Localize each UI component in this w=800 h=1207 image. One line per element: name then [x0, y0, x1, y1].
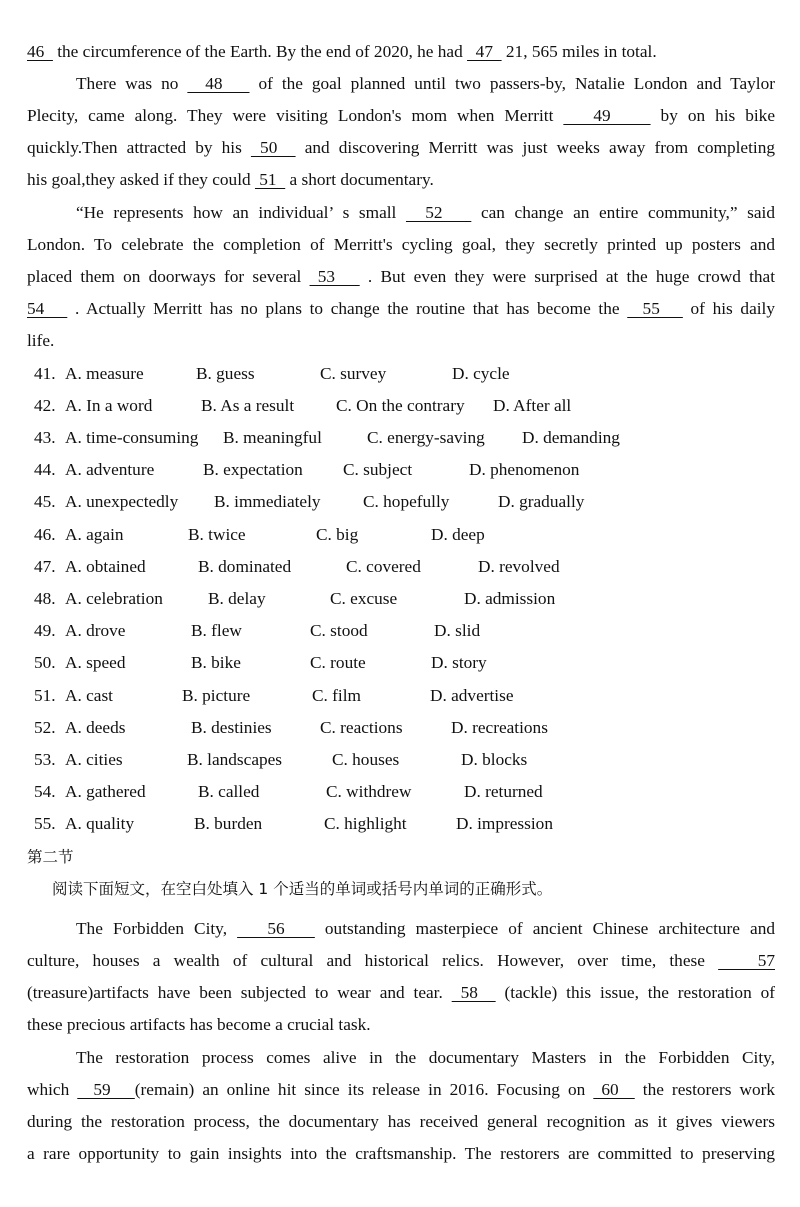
passage-text: which [27, 1080, 78, 1099]
passage-text: a rare opportunity to gain insights into the craftsmanship. The restorers are committed to preserving [27, 1144, 775, 1163]
passage-line [76, 918, 775, 940]
option-a: A. gathered [65, 782, 146, 801]
option-b: B. destinies [191, 718, 272, 737]
section-heading: 第二节 [27, 848, 74, 866]
option-a: A. drove [65, 621, 126, 640]
option-d: D. demanding [522, 428, 620, 447]
option-a: A. In a word [65, 396, 153, 415]
option-d: D. slid [434, 621, 481, 640]
passage-text: . Actually Merritt has no plans to change the routine that has become the [67, 299, 628, 318]
option-d: D. gradually [498, 492, 585, 511]
option-a: A. time-consuming [65, 428, 199, 447]
question-number: 50. [34, 653, 56, 672]
option-a: A. again [65, 525, 124, 544]
blank-60: 60 [593, 1080, 635, 1099]
blank-55: 55 [627, 299, 683, 318]
passage-line [76, 1047, 775, 1069]
passage-text: by on his bike [650, 106, 775, 125]
passage-text: There was no [76, 74, 188, 93]
passage-line [27, 1014, 371, 1036]
passage-line [76, 202, 775, 224]
blank-53: 53 [309, 267, 360, 286]
option-c: C. covered [346, 557, 421, 576]
option-a: A. obtained [65, 557, 146, 576]
option-c: C. big [316, 525, 359, 544]
passage-text: a short documentary. [285, 170, 434, 189]
passage-text: can change an entire community,” said [471, 203, 775, 222]
section-instruction: 阅读下面短文，在空白处填入 1 个适当的单词或括号内单词的正确形式。 [52, 880, 553, 898]
option-c: C. highlight [324, 814, 407, 833]
question-number: 49. [34, 621, 56, 640]
passage-line [27, 1143, 775, 1165]
option-a: A. measure [65, 364, 144, 383]
option-d: D. revolved [478, 557, 560, 576]
passage-text: “He represents how an individual’ s small [76, 203, 406, 222]
option-a: A. adventure [65, 460, 155, 479]
blank-58: 58 [451, 983, 496, 1002]
option-a: A. quality [65, 814, 135, 833]
option-a: A. celebration [65, 589, 163, 608]
passage-line [27, 982, 775, 1004]
blank-46: 46 [27, 42, 53, 61]
option-c: C. withdrew [326, 782, 412, 801]
blank-48: 48 [187, 74, 250, 93]
blank-52: 52 [405, 203, 472, 222]
passage-text: 21, 565 miles in total. [501, 42, 657, 61]
option-c: C. film [312, 686, 361, 705]
option-b: B. dominated [198, 557, 292, 576]
blank-49: 49 [563, 106, 651, 125]
option-b: B. delay [208, 589, 266, 608]
option-c: C. subject [343, 460, 413, 479]
option-d: D. admission [464, 589, 556, 608]
option-b: B. immediately [214, 492, 321, 511]
option-c: C. stood [310, 621, 368, 640]
option-b: B. twice [188, 525, 246, 544]
passage-line [27, 169, 434, 191]
option-c: C. hopefully [363, 492, 450, 511]
passage-line [27, 41, 657, 63]
passage-text: these precious artifacts has become a crucial task. [27, 1015, 371, 1034]
option-a: A. speed [65, 653, 126, 672]
option-a: A. cities [65, 750, 123, 769]
question-number: 42. [34, 396, 56, 415]
blank-57: 57 [718, 951, 775, 970]
option-d: D. After all [493, 396, 572, 415]
question-number: 44. [34, 460, 56, 479]
passage-line [27, 1111, 775, 1133]
passage-text: The Forbidden City, [76, 919, 238, 938]
option-d: D. blocks [461, 750, 528, 769]
blank-51: 51 [254, 170, 286, 189]
question-number: 46. [34, 525, 56, 544]
blank-50: 50 [250, 138, 296, 157]
passage-text: culture, houses a wealth of cultural and historical relics. However, over time, these [27, 951, 719, 970]
option-a: A. cast [65, 686, 113, 705]
passage-text: the restorers work [634, 1080, 775, 1099]
passage-text: the circumference of the Earth. By the end of 2020, he had [52, 42, 468, 61]
passage-line [27, 298, 775, 320]
passage-text: of the goal planned until two passers-by, Natalie London and Taylor [249, 74, 775, 93]
option-c: C. energy-saving [367, 428, 485, 447]
passage-text: quickly.Then attracted by his [27, 138, 251, 157]
question-number: 54. [34, 782, 56, 801]
blank-54: 54 [27, 299, 68, 318]
option-b: B. picture [182, 686, 251, 705]
passage-text: Plecity, came along. They were visiting London's mom when Merritt [27, 106, 564, 125]
option-c: C. On the contrary [336, 396, 465, 415]
passage-line [27, 1079, 775, 1101]
option-d: D. deep [431, 525, 485, 544]
option-c: C. survey [320, 364, 387, 383]
passage-text: of his daily [682, 299, 775, 318]
option-c: C. route [310, 653, 366, 672]
passage-text: placed them on doorways for several [27, 267, 310, 286]
option-d: D. cycle [452, 364, 510, 383]
question-number: 43. [34, 428, 56, 447]
option-b: B. guess [196, 364, 255, 383]
passage-text: London. To celebrate the completion of Merritt's cycling goal, they secretly printed up posters and [27, 235, 775, 254]
option-b: B. landscapes [187, 750, 283, 769]
passage-text: during the restoration process, the documentary has received general recognition as it gives viewers [27, 1112, 775, 1131]
option-d: D. advertise [430, 686, 514, 705]
question-number: 45. [34, 492, 56, 511]
option-b: B. burden [194, 814, 263, 833]
option-d: D. phenomenon [469, 460, 580, 479]
question-number: 53. [34, 750, 56, 769]
option-a: A. deeds [65, 718, 126, 737]
passage-line [27, 950, 775, 972]
option-c: C. excuse [330, 589, 398, 608]
option-b: B. called [198, 782, 260, 801]
blank-59: 59 [77, 1080, 135, 1099]
question-number: 47. [34, 557, 56, 576]
passage-line [27, 330, 54, 352]
passage-text: and discovering Merritt was just weeks away from completing [295, 138, 775, 157]
option-a: A. unexpectedly [65, 492, 179, 511]
passage-text: (tackle) this issue, the restoration of [495, 983, 775, 1002]
question-number: 41. [34, 364, 56, 383]
passage-text: (remain) an online hit since its release in 2016. Focusing on [134, 1080, 594, 1099]
passage-line [76, 73, 775, 95]
question-number: 52. [34, 718, 56, 737]
option-d: D. returned [464, 782, 543, 801]
passage-text: his goal,they asked if they could [27, 170, 255, 189]
passage-text: The restoration process comes alive in the documentary Masters in the Forbidden City, [76, 1048, 775, 1067]
blank-56: 56 [237, 919, 315, 938]
option-d: D. story [431, 653, 487, 672]
passage-text: outstanding masterpiece of ancient Chinese architecture and [314, 919, 775, 938]
option-b: B. flew [191, 621, 242, 640]
passage-line [27, 234, 775, 256]
option-d: D. recreations [451, 718, 548, 737]
option-c: C. reactions [320, 718, 403, 737]
question-number: 55. [34, 814, 56, 833]
option-d: D. impression [456, 814, 553, 833]
option-b: B. As a result [201, 396, 295, 415]
passage-line [27, 137, 775, 159]
question-number: 51. [34, 686, 56, 705]
blank-47: 47 [467, 42, 502, 61]
option-b: B. expectation [203, 460, 303, 479]
question-number: 48. [34, 589, 56, 608]
passage-line [27, 266, 775, 288]
option-b: B. bike [191, 653, 241, 672]
option-c: C. houses [332, 750, 400, 769]
passage-text: (treasure)artifacts have been subjected to wear and tear. [27, 983, 452, 1002]
option-b: B. meaningful [223, 428, 322, 447]
passage-text: . But even they were surprised at the huge crowd that [359, 267, 775, 286]
passage-line [27, 105, 775, 127]
passage-text: life. [27, 331, 55, 350]
